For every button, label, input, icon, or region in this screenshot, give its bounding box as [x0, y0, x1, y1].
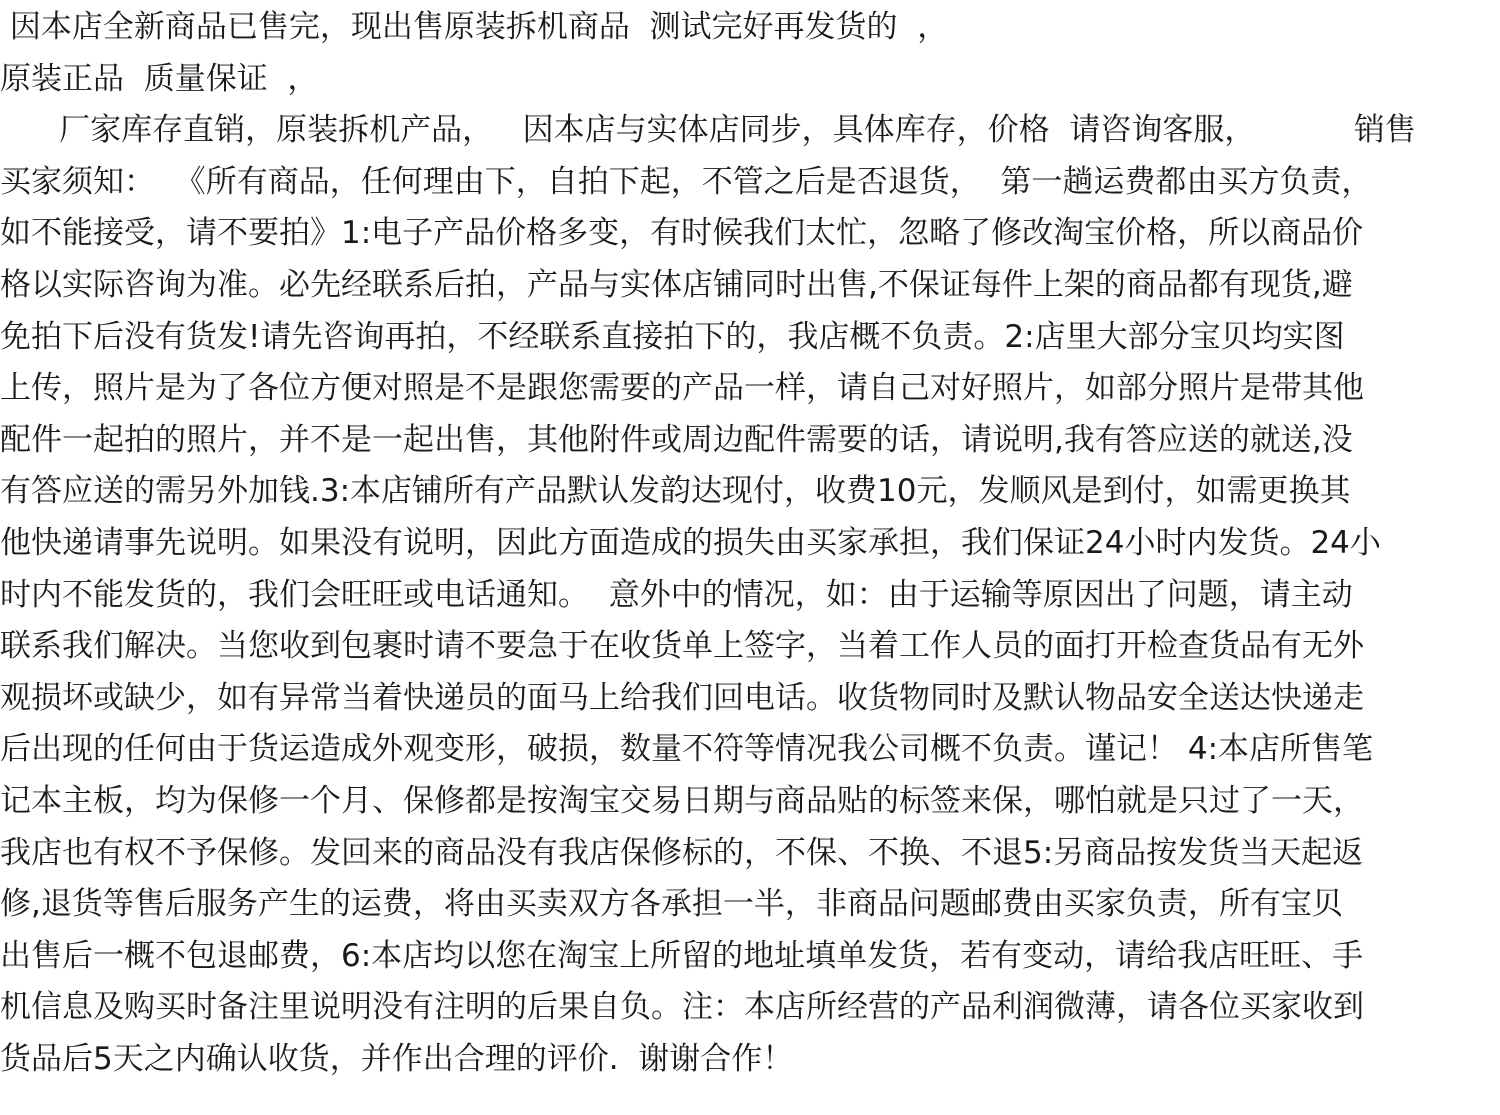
notice-line: 有答应送的需另外加钱.3:本店铺所有产品默认发韵达现付，收费10元，发顺风是到付，如需更换其 — [0, 473, 1351, 510]
notice-line: 我店也有权不予保修。发回来的商品没有我店保修标的，不保、不换、不退5:另商品按发货当天起返 — [0, 834, 1364, 871]
notice-line: 后出现的任何由于货运造成外观变形，破损，数量不符等情况我公司概不负责。谨记！ 4:本店所售笔 — [0, 731, 1374, 768]
notice-line: 厂家库存直销，原装拆机产品， 因本店与实体店同步，具体库存，价格 请咨询客服， 销售 — [0, 112, 1416, 149]
notice-line: 因本店全新商品已售完，现出售原装拆机商品 测试完好再发货的 ， — [0, 9, 949, 45]
notice-line: 如不能接受，请不要拍》1:电子产品价格多变，有时候我们太忙，忽略了修改淘宝价格，所以商品价 — [0, 215, 1364, 252]
notice-line: 出售后一概不包退邮费，6:本店均以您在淘宝上所留的地址填单发货，若有变动，请给我店旺旺、手 — [0, 937, 1364, 974]
notice-line: 货品后5天之内确认收货，并作出合理的评价. 谢谢合作！ — [0, 1041, 794, 1077]
notice-line: 格以实际咨询为准。必先经联系后拍，产品与实体店铺同时出售,不保证每件上架的商品都有现货,避 — [0, 267, 1353, 303]
notice-line: 免拍下后没有货发!请先咨询再拍，不经联系直接拍下的，我店概不负责。2:店里大部分宝贝均实图 — [0, 318, 1345, 355]
notice-line: 原装正品 质量保证 ， — [0, 60, 319, 97]
notice-line: 观损坏或缺少，如有异常当着快递员的面马上给我们回电话。收货物同时及默认物品安全送达快递走 — [0, 679, 1364, 716]
notice-line: 机信息及购买时备注里说明没有注明的后果自负。注：本店所经营的产品利润微薄，请各位买家收到 — [0, 989, 1364, 1026]
notice-line: 时内不能发货的，我们会旺旺或电话通知。 意外中的情况，如：由于运输等原因出了问题，请主动 — [0, 576, 1353, 613]
notice-line: 联系我们解决。当您收到包裹时请不要急于在收货单上签字，当着工作人员的面打开检查货品有无外 — [0, 628, 1364, 665]
notice-line: 修,退货等售后服务产生的运费，将由买卖双方各承担一半，非商品问题邮费由买家负责，所有宝贝 — [0, 886, 1343, 923]
notice-line: 买家须知： 《所有商品，任何理由下，自拍下起，不管之后是否退货， 第一趟运费都由买方负责， — [0, 163, 1373, 200]
notice-line: 记本主板，均为保修一个月、保修都是按淘宝交易日期与商品贴的标签来保，哪怕就是只过了一天， — [0, 783, 1364, 819]
notice-line: 上传，照片是为了各位方便对照是不是跟您需要的产品一样，请自己对好照片，如部分照片是带其他 — [0, 370, 1364, 407]
notice-line: 配件一起拍的照片，并不是一起出售，其他附件或周边配件需要的话，请说明,我有答应送的就送,没 — [0, 421, 1353, 458]
notice-line: 他快递请事先说明。如果没有说明，因此方面造成的损失由买家承担，我们保证24小时内发货。24小 — [0, 525, 1381, 561]
